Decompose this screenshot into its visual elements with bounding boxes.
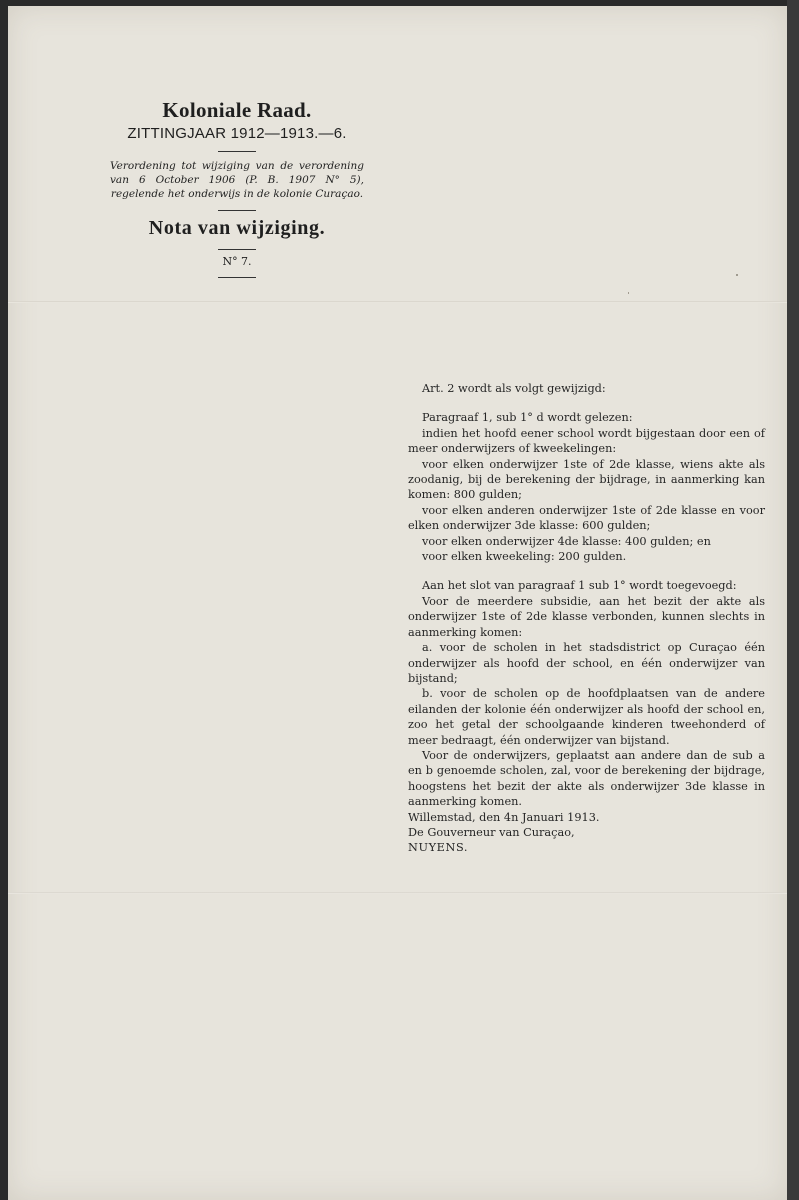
document-title: Nota van wijziging. (148, 217, 326, 239)
clause-a: a. voor de scholen in het stadsdistrict op Curaçao één onderwijzer als hoofd der school, en één onderwijzer van bijstand; (408, 641, 765, 685)
list-item: voor elken onderwijzer 1ste of 2de klasse, wiens akte als zoodanig, bij de berekening der bijdrage, in aanmerking kan komen: 800 gulden; (408, 457, 765, 502)
scan-edge (787, 0, 799, 1200)
session-year: ZITTINGJAAR 1912—1913.—6. (127, 125, 347, 142)
paragraph-heading: Paragraaf 1, sub 1° d wordt gelezen: (422, 411, 633, 425)
list-item: voor elken anderen onderwijzer 1ste of 2de klasse en voor elken onderwijzer 3de klasse: 600 gulden; (408, 503, 765, 533)
document-body (408, 381, 765, 856)
signatory-office: De Gouverneur van Curaçao, (408, 825, 575, 839)
signatory-name: NUYENS. (408, 841, 469, 855)
document-page (8, 6, 787, 1200)
divider (218, 249, 256, 250)
divider (218, 210, 256, 211)
divider (218, 277, 256, 278)
article-intro: Art. 2 wordt als volgt gewijzigd: (422, 382, 606, 395)
list-item: voor elken kweekeling: 200 gulden. (422, 550, 627, 564)
paper-speck (628, 292, 629, 294)
document-number: N° 7. (222, 255, 252, 268)
list-item: voor elken onderwijzer 4de klasse: 400 gulden; en (422, 534, 711, 548)
paragraph-text: indien het hoofd eener school wordt bijgestaan door een of meer onderwijzers of kweekelingen: (408, 426, 765, 456)
council-title: Koloniale Raad. (162, 98, 312, 122)
clause-b: b. voor de scholen op de hoofdplaatsen van de andere eilanden der kolonie één onderwijzer als hoofd der school en, zoo het getal der schoolgaande kinderen tweehonderd of meer bedraagt, één onderwijzer van bijstand. (408, 687, 765, 747)
subject-line: Verordening tot wijziging van de verordening van 6 October 1906 (P. B. 1907 N° 5), regelende het onderwijs in de kolonie Curaçao. (110, 160, 364, 200)
place-date: Willemstad, den 4n Januari 1913. (408, 810, 600, 824)
closing-paragraph: Voor de onderwijzers, geplaatst aan andere dan de sub a en b genoemde scholen, zal, voor de berekening der bijdrage, hoogstens het bezit der akte als onderwijzer 3de klasse in aanmerking komen. (408, 748, 765, 809)
paragraph-text: Voor de meerdere subsidie, aan het bezit der akte als onderwijzer 1ste of 2de klasse verbonden, kunnen slechts in aanmerking komen: (408, 594, 765, 639)
divider (218, 151, 256, 152)
paper-speck (736, 274, 738, 276)
document-header (108, 98, 366, 285)
paragraph-heading: Aan het slot van paragraaf 1 sub 1° wordt toegevoegd: (422, 579, 737, 593)
